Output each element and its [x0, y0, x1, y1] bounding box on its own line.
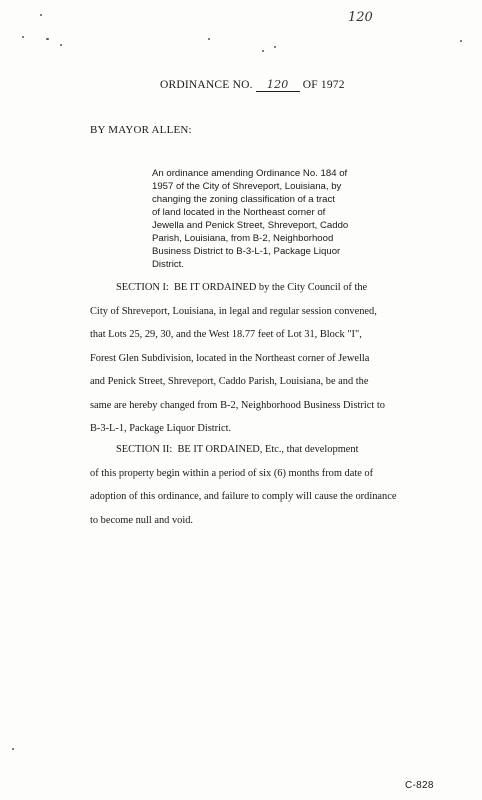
section-2-line: of this property begin within a period of six (6) months from date of — [90, 467, 374, 479]
scan-speck — [460, 40, 462, 42]
scan-speck — [40, 14, 42, 16]
scan-speck — [208, 38, 210, 40]
section-2-line: adoption of this ordinance, and failure to comply will cause the ordinance — [90, 491, 397, 502]
scan-speck — [22, 36, 24, 38]
section-1-line: Forest Glen Subdivision, located in the Northeast corner of Jewella — [90, 352, 370, 364]
section-2-line: to become null and void. — [90, 514, 194, 526]
scan-speck — [12, 748, 14, 750]
section-1-line: City of Shreveport, Louisiana, in legal and regular session convened, — [90, 305, 377, 317]
summary-line: Parish, Louisiana, from B-2, Neighborhood — [152, 233, 334, 244]
scan-speck — [60, 44, 62, 46]
ordinance-summary — [152, 167, 390, 271]
section-2 — [90, 438, 440, 532]
summary-line: Business District to B-3-L-1, Package Liquor — [152, 246, 341, 257]
section-1-line: SECTION I: BE IT ORDAINED by the City Council of the — [90, 282, 368, 293]
scan-speck — [262, 50, 264, 52]
summary-line: Jewella and Penick Street, Shreveport, Caddo — [152, 220, 349, 231]
handwritten-page-number: 120 — [348, 10, 373, 25]
scan-speck — [46, 38, 49, 40]
section-1-line: and Penick Street, Shreveport, Caddo Parish, Louisiana, be and the — [90, 376, 369, 387]
summary-line: District. — [152, 259, 184, 270]
sponsor-line: BY MAYOR ALLEN: — [90, 124, 192, 136]
summary-line: 1957 of the City of Shreveport, Louisiana, by — [152, 181, 342, 192]
scan-speck — [274, 46, 276, 48]
page-identifier: C-828 — [405, 780, 434, 791]
ordinance-year: OF 1972 — [302, 79, 345, 91]
summary-line: An ordinance amending Ordinance No. 184 of — [152, 168, 348, 179]
summary-line: changing the zoning classification of a tract — [152, 194, 335, 205]
section-1-line: same are hereby changed from B-2, Neighborhood Business District to — [90, 399, 385, 411]
ordinance-number: 120 — [256, 78, 300, 92]
summary-line: of land located in the Northeast corner of — [152, 207, 326, 218]
section-1 — [90, 276, 440, 441]
section-1-line: that Lots 25, 29, 30, and the West 18.77 feet of Lot 31, Block "I", — [90, 329, 362, 340]
section-1-line: B-3-L-1, Package Liquor District. — [90, 423, 232, 434]
ordinance-prefix: ORDINANCE NO. — [160, 79, 253, 91]
ordinance-title — [160, 78, 345, 92]
section-2-line: SECTION II: BE IT ORDAINED, Etc., that development — [90, 444, 359, 455]
